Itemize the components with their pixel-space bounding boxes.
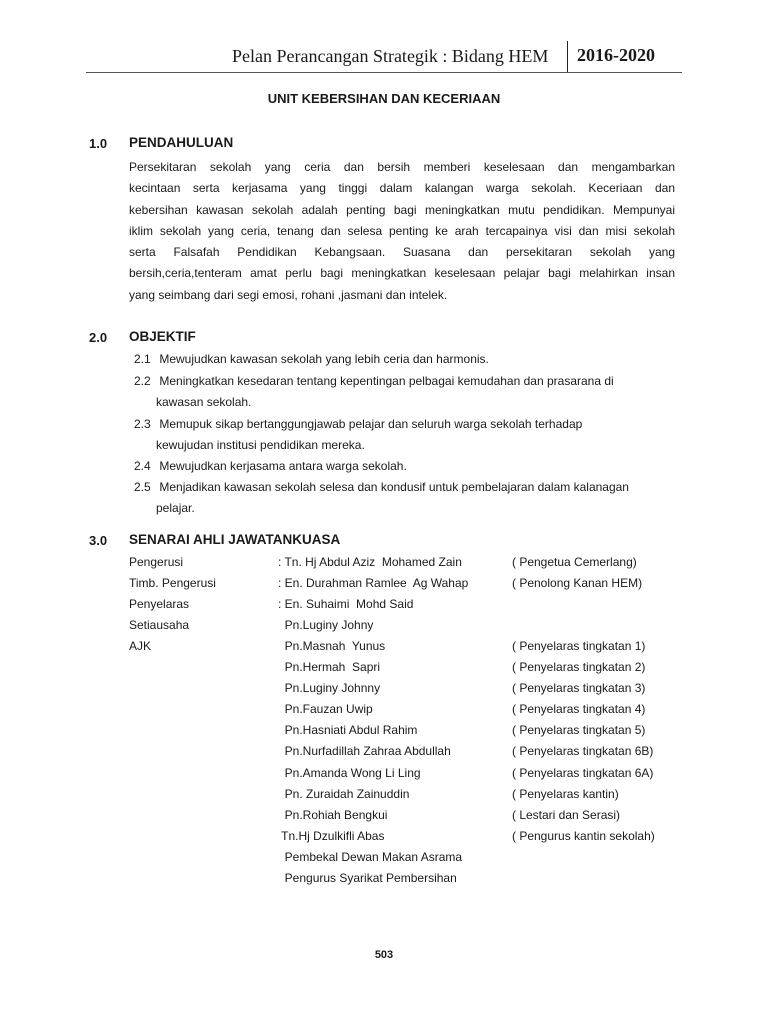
objective-text: Mewujudkan kawasan sekolah yang lebih ceria dan harmonis. [159,352,489,366]
committee-row [0,555,768,573]
committee-name: Pn.Hermah Sapri [278,660,381,675]
objective-item [134,352,489,366]
committee-row [0,850,768,868]
committee-name: Pn.Masnah Yunus [278,639,386,654]
committee-name: Pembekal Dewan Makan Asrama [278,849,463,864]
header-rule [86,72,682,73]
page-number: 503 [374,949,394,961]
committee-role: Pengerusi [129,555,184,569]
committee-role: Penyelaras [129,597,190,612]
committee-note: ( Penyelaras tingkatan 2) [512,660,646,675]
committee-row [0,639,768,657]
committee-role: Setiausaha [129,618,190,633]
objective-text-continued: kewujudan institusi pendidikan mereka. [156,438,365,452]
objective-text: Mewujudkan kerjasama antara warga sekolah. [159,459,407,473]
paragraph-line: kecintaan serta kerjasama yang tinggi dalam kalangan warga sekolah. Keceriaan dan [129,181,675,196]
committee-name: : En. Suhaimi Mohd Said [278,597,414,612]
committee-row [0,618,768,636]
committee-name: Pn. Zuraidah Zainuddin [278,786,410,801]
objective-item [134,374,614,388]
paragraph-line: iklim sekolah yang ceria, tenang dan selesa penting ke arah tercapainya visi dan misi sekolah [129,223,675,238]
committee-row [0,597,768,615]
objective-number: 2.1 [134,352,151,366]
committee-row [0,744,768,762]
committee-name: Pn.Luginy Johnny [278,681,381,696]
objective-number: 2.4 [134,459,151,473]
committee-row [0,660,768,678]
committee-note: ( Penyelaras tingkatan 3) [512,681,646,696]
introduction-paragraph [129,157,675,306]
header-year: 2016-2020 [577,45,655,65]
committee-row [0,787,768,805]
section-number: 3.0 [89,533,108,548]
paragraph-line: Persekitaran sekolah yang ceria dan bersih memberi keselesaan dan mengambarkan [129,160,675,174]
committee-row [0,681,768,699]
section-number: 2.0 [89,330,108,345]
committee-note: ( Lestari dan Serasi) [512,807,621,822]
objective-text: Menjadikan kawasan sekolah selesa dan kondusif untuk pembelajaran dalam kalanagan [159,480,629,494]
objective-item [134,459,407,473]
committee-role: AJK [129,639,152,654]
committee-note: ( Penyelaras tingkatan 6A) [512,765,654,780]
committee-note: ( Penolong Kanan HEM) [512,576,643,591]
objective-text-continued: kawasan sekolah. [156,395,252,409]
header-title: Pelan Perancangan Strategik : Bidang HEM [232,46,549,66]
committee-note: ( Penyelaras tingkatan 6B) [512,744,654,759]
section-title: SENARAI AHLI JAWATANKUASA [129,532,341,547]
paragraph-line: serta Falsafah Pendidikan Kebangsaan. Suasana dan persekitaran sekolah yang [129,245,675,260]
committee-note: ( Penyelaras tingkatan 1) [512,639,646,654]
committee-note: ( Penyelaras tingkatan 4) [512,702,646,717]
committee-name: Pn.Hasniati Abdul Rahim [278,723,418,738]
committee-name: Pn.Fauzan Uwip [278,702,373,717]
committee-name: Pn.Amanda Wong Li Ling [278,765,421,780]
paragraph-line: bersih,ceria,tenteram amat perlu bagi meningkatkan keselesaan pelajar bagi melahirkan insan [129,266,675,281]
objective-text: Memupuk sikap bertanggungjawab pelajar dan seluruh warga sekolah terhadap [159,417,583,431]
committee-name: Pengurus Syarikat Pembersihan [278,870,457,885]
objective-text-continued: pelajar. [156,501,195,515]
committee-row [0,871,768,889]
committee-name: : En. Durahman Ramlee Ag Wahap [278,576,469,591]
committee-name: Pn.Rohiah Bengkui [278,807,388,822]
committee-note: ( Penyelaras kantin) [512,786,619,801]
committee-role: Timb. Pengerusi [129,576,216,591]
objective-item [134,417,582,431]
committee-row [0,723,768,741]
objective-text: Meningkatkan kesedaran tentang kepentingan pelbagai kemudahan dan prasarana di [159,374,614,388]
document-title: UNIT KEBERSIHAN DAN KECERIAAN [267,91,501,106]
committee-row [0,808,768,826]
committee-name: : Tn. Hj Abdul Aziz Mohamed Zain [278,555,462,569]
committee-row [0,702,768,720]
objective-item [134,480,629,494]
section-number: 1.0 [89,136,108,151]
committee-note: ( Penyelaras tingkatan 5) [512,723,646,738]
section-title: OBJEKTIF [129,329,196,344]
objective-number: 2.2 [134,374,151,388]
committee-name: Pn.Luginy Johny [278,618,374,633]
header-divider [567,41,568,73]
committee-row [0,829,768,847]
objective-number: 2.3 [134,417,151,431]
committee-name: Tn.Hj Dzulkifli Abas [278,828,385,843]
committee-note: ( Pengetua Cemerlang) [512,555,637,569]
committee-note: ( Pengurus kantin sekolah) [512,828,655,843]
paragraph-line: kebersihan kawasan sekolah adalah penting bagi meningkatkan mutu pendidikan. Mempunyai [129,202,675,217]
objective-number: 2.5 [134,480,151,494]
section-title: PENDAHULUAN [129,135,234,150]
committee-row [0,576,768,594]
committee-row [0,766,768,784]
committee-name: Pn.Nurfadillah Zahraa Abdullah [278,744,451,759]
paragraph-line: yang seimbang dari segi emosi, rohani ,jasmani dan intelek. [129,287,448,302]
